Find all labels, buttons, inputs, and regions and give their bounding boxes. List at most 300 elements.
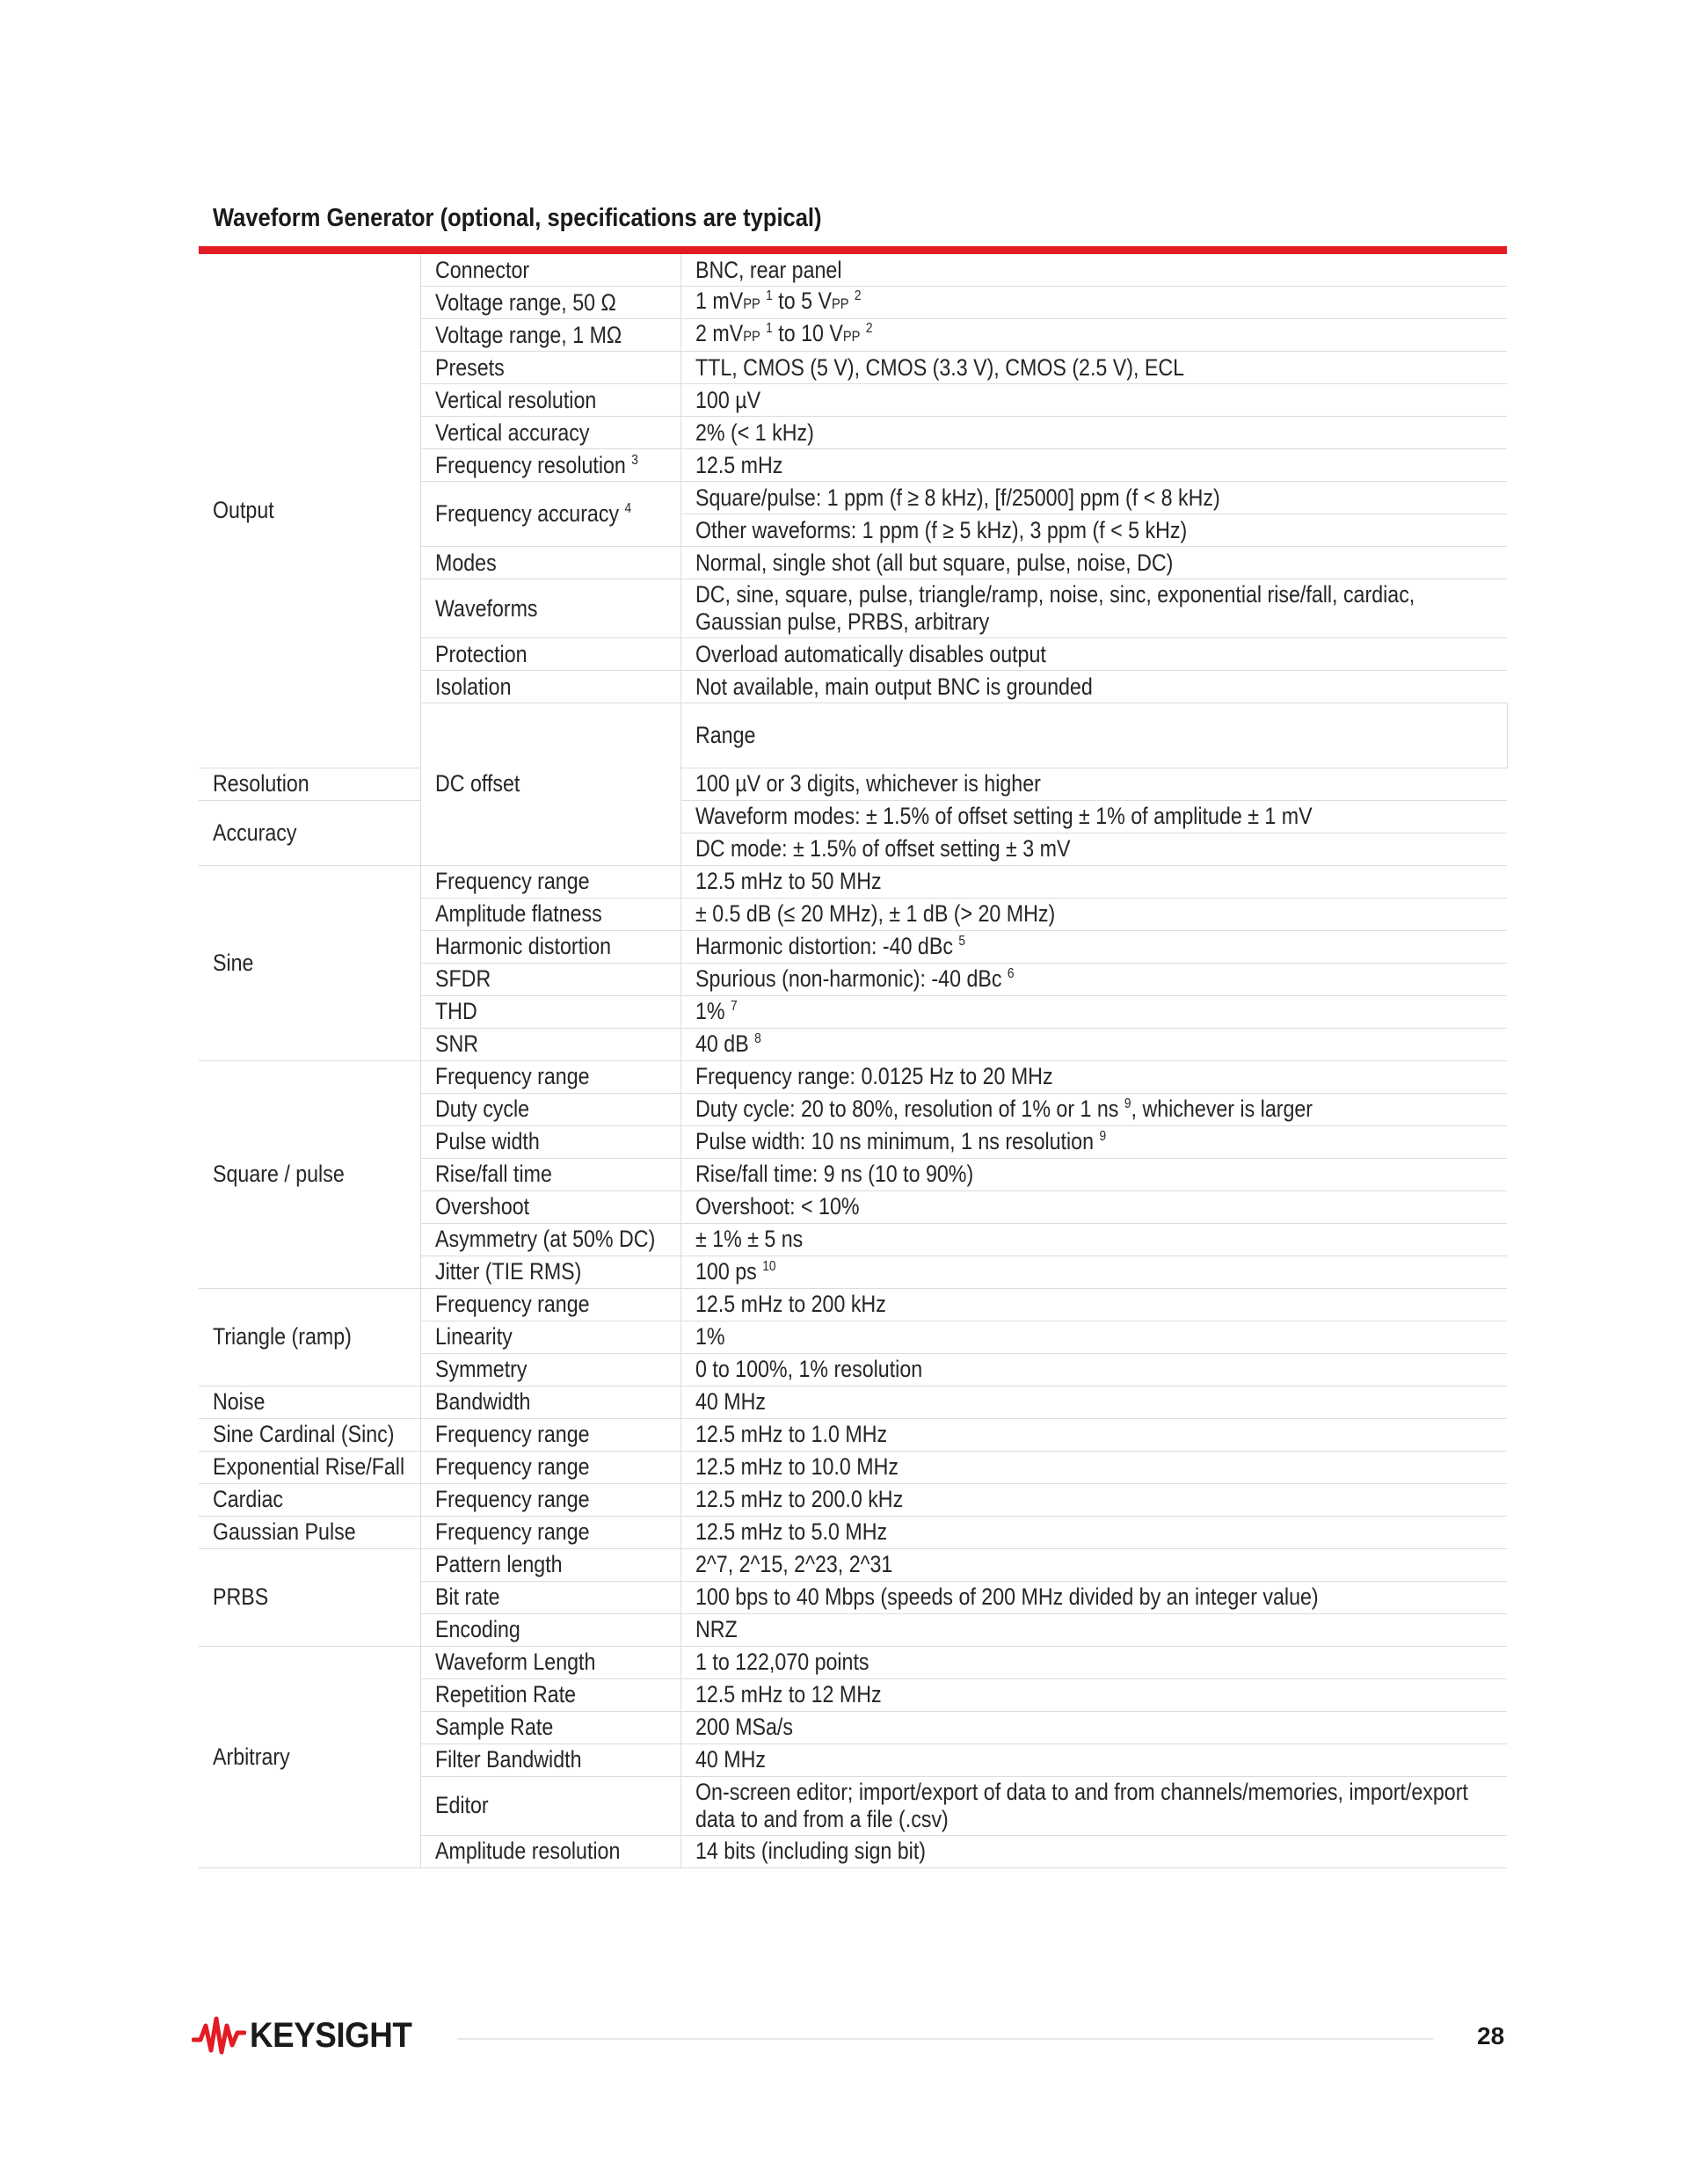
param-label	[695, 722, 755, 749]
footnote-ref: 2	[854, 288, 862, 303]
param-text: Bandwidth	[434, 1388, 530, 1415]
value-text	[695, 835, 1070, 863]
param-cell	[420, 930, 680, 963]
param-label	[435, 1746, 581, 1773]
keysight-logo	[192, 2013, 426, 2057]
param-text: Frequency range	[434, 1518, 590, 1545]
value-part: ± 0.5 dB (≤ 20 MHz), ± 1 dB (> 20 MHz)	[695, 900, 1055, 927]
param-label	[435, 257, 529, 284]
param-label	[435, 322, 622, 349]
value-cell	[680, 254, 1507, 287]
param-cell	[420, 1158, 680, 1190]
group-cell	[199, 1548, 420, 1646]
value-cell	[680, 1223, 1507, 1256]
param-label	[435, 868, 590, 895]
value-cell	[680, 865, 1507, 898]
value-part: ± 1% ± 5 ns	[695, 1226, 803, 1252]
keysight-wave-icon	[192, 2013, 246, 2057]
param-label	[435, 1486, 590, 1513]
value-cell	[680, 638, 1507, 671]
value-part: 100 µV	[695, 386, 760, 413]
param-cell	[420, 1516, 680, 1548]
param-text: Bit rate	[434, 1583, 500, 1610]
param-label	[435, 998, 477, 1025]
value-part: 12.5 mHz to 1.0 MHz	[695, 1421, 887, 1447]
param-label	[435, 1518, 590, 1546]
param-text: Vertical resolution	[434, 386, 596, 413]
value-cell	[680, 1711, 1507, 1744]
param-text: Connector	[434, 256, 529, 283]
value-part: Not available, main output BNC is grounded	[695, 673, 1093, 700]
param-cell	[420, 1256, 680, 1288]
value-part: 40 MHz	[695, 1388, 766, 1415]
value-text	[695, 1388, 766, 1416]
param-label	[435, 1291, 590, 1318]
group-label: DC offset	[434, 770, 520, 797]
footnote-ref: 3	[630, 452, 638, 468]
param-label	[435, 933, 611, 960]
value-text	[695, 1096, 1313, 1123]
param-label	[435, 354, 505, 382]
param-cell	[420, 1223, 680, 1256]
value-cell	[680, 449, 1507, 482]
table-row	[199, 1483, 1507, 1516]
value-part: Harmonic distortion: -40 dBc	[695, 933, 953, 959]
group-cell	[199, 1418, 420, 1451]
param-cell	[420, 1028, 680, 1060]
value-part: 12.5 mHz to 50 MHz	[695, 868, 882, 894]
value-text	[695, 452, 782, 479]
value-text	[695, 1746, 766, 1773]
param-cell	[420, 1093, 680, 1125]
value-cell	[680, 1451, 1507, 1483]
param-label	[435, 452, 638, 479]
group-cell	[199, 1483, 420, 1516]
value-cell	[680, 800, 1507, 833]
param-label	[435, 1616, 520, 1643]
value-text	[695, 517, 1187, 544]
param-text: Frequency range	[434, 1486, 590, 1512]
value-part: 12.5 mHz to 200 kHz	[695, 1291, 886, 1317]
group-cell	[199, 254, 420, 768]
param-cell	[420, 671, 680, 703]
value-part: Rise/fall time: 9 ns (10 to 90%)	[695, 1161, 973, 1187]
value-cell	[680, 1060, 1507, 1093]
group-label: Sine	[213, 949, 254, 976]
value-part: 2^7, 2^15, 2^23, 2^31	[695, 1551, 892, 1577]
param-text: Frequency range	[434, 1453, 590, 1480]
value-cell	[680, 1646, 1507, 1678]
unit-subscript: PP	[842, 328, 860, 345]
value-cell	[680, 1125, 1507, 1158]
param-text: Filter Bandwidth	[434, 1746, 581, 1773]
param-label	[435, 1323, 513, 1350]
group-cell	[199, 1646, 420, 1867]
value-part: 40 dB	[695, 1030, 749, 1057]
table-row	[199, 800, 1507, 833]
param-cell	[420, 1678, 680, 1711]
value-text	[695, 1518, 887, 1546]
param-text: Range	[695, 721, 755, 748]
param-cell	[420, 1483, 680, 1516]
page-number: 28	[1477, 2022, 1505, 2049]
param-cell	[420, 1190, 680, 1223]
value-cell	[680, 384, 1507, 417]
value-part: 12.5 mHz to 10.0 MHz	[695, 1453, 899, 1480]
value-part: 100 bps to 40 Mbps (speeds of 200 MHz divided by an integer value)	[695, 1583, 1319, 1610]
group-cell	[199, 1386, 420, 1418]
value-text	[695, 933, 965, 960]
param-label	[435, 1681, 576, 1708]
param-label	[435, 289, 616, 317]
param-cell	[420, 1646, 680, 1678]
value-cell	[680, 1776, 1507, 1835]
footnote-ref: 4	[624, 501, 631, 516]
param-cell	[420, 995, 680, 1028]
value-cell	[680, 1744, 1507, 1776]
value-text	[695, 320, 873, 350]
value-part: Square/pulse: 1 ppm (f ≥ 8 kHz), [f/25000] ppm (f < 8 kHz)	[695, 484, 1220, 511]
value-cell	[680, 1678, 1507, 1711]
group-cell	[199, 1451, 420, 1483]
table-row	[199, 1516, 1507, 1548]
param-cell	[420, 417, 680, 449]
param-cell	[420, 1451, 680, 1483]
logo-wordmark: KEYSIGHT	[250, 2015, 412, 2055]
value-part: 12.5 mHz to 5.0 MHz	[695, 1518, 887, 1545]
value-part: Overload automatically disables output	[695, 640, 1046, 667]
value-text	[695, 1486, 903, 1513]
value-text	[695, 419, 814, 447]
param-cell	[680, 703, 1507, 768]
param-text: Duty cycle	[434, 1096, 529, 1122]
param-cell	[420, 1386, 680, 1418]
value-part: 100 ps	[695, 1258, 757, 1285]
value-text	[695, 354, 1184, 382]
value-line: Gaussian pulse, PRBS, arbitrary	[695, 608, 989, 635]
footnote-ref: 1	[765, 321, 773, 336]
value-cell	[680, 1516, 1507, 1548]
param-cell	[420, 1288, 680, 1321]
param-label	[435, 1258, 581, 1285]
value-part: BNC, rear panel	[695, 256, 841, 283]
param-text: Waveforms	[434, 594, 538, 622]
param-text: Pulse width	[434, 1128, 540, 1154]
value-part: NRZ	[695, 1616, 738, 1642]
param-cell	[420, 1353, 680, 1386]
value-text	[695, 803, 1313, 830]
param-text: Sample Rate	[434, 1714, 553, 1740]
value-cell	[680, 1353, 1507, 1386]
value-part: 12.5 mHz to 12 MHz	[695, 1681, 882, 1707]
unit-subscript: PP	[831, 295, 848, 312]
param-label	[213, 770, 309, 797]
footnote-ref: 1	[765, 288, 773, 303]
param-label	[435, 1128, 540, 1155]
param-text: SNR	[434, 1030, 478, 1057]
param-text: SFDR	[434, 965, 491, 992]
param-label	[435, 900, 602, 928]
value-part: 0 to 100%, 1% resolution	[695, 1356, 922, 1382]
param-label	[435, 1161, 552, 1188]
param-cell	[420, 898, 680, 930]
group-label: Arbitrary	[213, 1743, 290, 1770]
value-text	[695, 1583, 1319, 1611]
value-text	[695, 288, 862, 317]
value-part: 2% (< 1 kHz)	[695, 419, 814, 446]
param-text: Accuracy	[213, 819, 297, 846]
value-text	[695, 1128, 1106, 1155]
group-cell	[420, 703, 680, 866]
value-part: Normal, single shot (all but square, pulse, noise, DC)	[695, 549, 1173, 576]
param-text: Amplitude resolution	[434, 1838, 620, 1864]
value-cell	[680, 579, 1507, 638]
value-text	[695, 1616, 738, 1643]
value-part: 1%	[695, 998, 725, 1024]
value-part: 1 to 122,070 points	[695, 1649, 869, 1675]
value-line: data to and from a file (.csv)	[695, 1805, 949, 1832]
value-text	[695, 1193, 860, 1220]
table-row	[199, 1451, 1507, 1483]
value-text	[695, 1779, 1468, 1833]
table-row	[199, 768, 1507, 800]
param-text: Isolation	[434, 673, 511, 700]
value-text	[695, 1714, 793, 1741]
param-label	[435, 500, 631, 528]
param-text: Encoding	[434, 1616, 520, 1642]
value-text	[695, 1681, 882, 1708]
unit-subscript: PP	[742, 295, 760, 312]
param-label	[435, 1583, 500, 1611]
param-cell	[420, 1776, 680, 1835]
group-label: Cardiac	[213, 1486, 284, 1512]
value-cell	[680, 1288, 1507, 1321]
param-text: Linearity	[434, 1323, 513, 1350]
value-cell	[680, 1418, 1507, 1451]
value-cell	[680, 1581, 1507, 1613]
value-cell	[680, 898, 1507, 930]
footnote-ref: 9	[1124, 1096, 1131, 1111]
param-label	[435, 1421, 590, 1448]
value-cell	[680, 1256, 1507, 1288]
value-part: TTL, CMOS (5 V), CMOS (3.3 V), CMOS (2.5 V), ECL	[695, 353, 1184, 381]
value-cell	[680, 833, 1507, 865]
value-text	[695, 257, 841, 284]
value-text	[695, 998, 738, 1025]
param-label	[435, 1193, 529, 1220]
value-part: 100 µV or 3 digits, whichever is higher	[695, 770, 1041, 797]
footnote-ref: 5	[957, 934, 965, 949]
param-label	[435, 1030, 478, 1058]
param-cell	[420, 1744, 680, 1776]
table-row	[199, 1386, 1507, 1418]
value-text	[695, 1291, 886, 1318]
param-text: THD	[434, 998, 477, 1024]
value-part: to 10 V	[772, 320, 843, 346]
value-part: 1 mV	[695, 288, 743, 314]
value-text	[695, 1226, 803, 1253]
param-cell	[420, 963, 680, 995]
table-row	[199, 1060, 1507, 1093]
param-text: Resolution	[213, 770, 309, 797]
value-line: On-screen editor; import/export of data to and from channels/memories, import/export	[695, 1778, 1468, 1805]
group-label: Triangle (ramp)	[213, 1323, 352, 1350]
value-text	[695, 1030, 761, 1058]
value-text	[695, 1649, 869, 1676]
param-cell	[420, 1711, 680, 1744]
value-cell	[680, 671, 1507, 703]
value-part: 200 MSa/s	[695, 1714, 793, 1740]
param-label	[435, 595, 538, 622]
value-cell	[680, 1548, 1507, 1581]
value-text	[695, 1453, 899, 1481]
param-cell	[420, 1321, 680, 1353]
value-text	[695, 1838, 926, 1865]
group-cell	[199, 865, 420, 1060]
param-text: Frequency range	[434, 1291, 590, 1317]
value-cell	[680, 482, 1507, 514]
table-row	[199, 865, 1507, 898]
param-cell	[420, 1835, 680, 1867]
group-label: Square / pulse	[213, 1161, 345, 1187]
value-text	[695, 1323, 725, 1350]
param-label	[435, 1714, 553, 1741]
value-cell	[680, 1835, 1507, 1867]
param-label	[435, 965, 491, 993]
param-label	[435, 1388, 530, 1416]
group-cell	[199, 1288, 420, 1386]
param-label	[435, 641, 528, 668]
param-label	[435, 1792, 489, 1819]
footnote-ref: 7	[730, 999, 738, 1014]
value-cell	[680, 768, 1507, 800]
value-cell	[680, 1158, 1507, 1190]
value-part: Overshoot: < 10%	[695, 1193, 860, 1219]
value-part: Waveform modes: ± 1.5% of offset setting ± 1% of amplitude ± 1 mV	[695, 803, 1313, 829]
group-label: Output	[213, 497, 274, 524]
param-text: Waveform Length	[434, 1649, 595, 1675]
value-text	[695, 1356, 922, 1383]
param-cell	[420, 352, 680, 384]
param-cell	[420, 449, 680, 482]
value-text	[695, 1063, 1053, 1090]
param-text: Asymmetry (at 50% DC)	[434, 1226, 655, 1252]
param-text: Symmetry	[434, 1356, 527, 1382]
value-part: 2 mV	[695, 320, 743, 346]
value-text	[695, 1258, 775, 1285]
group-label: Gaussian Pulse	[213, 1518, 356, 1545]
footnote-ref: 2	[865, 321, 873, 336]
param-label	[213, 819, 297, 847]
param-text: Frequency range	[434, 1063, 590, 1089]
value-part: 1%	[695, 1323, 725, 1350]
group-label: Sine Cardinal (Sinc)	[213, 1421, 395, 1447]
param-text: Amplitude flatness	[434, 900, 602, 927]
unit-subscript: PP	[742, 328, 760, 345]
value-text	[695, 387, 760, 414]
param-cell	[420, 287, 680, 319]
param-text: Frequency range	[434, 868, 590, 894]
value-part: to 5 V	[772, 288, 832, 314]
footer-divider	[457, 2038, 1433, 2040]
param-text: Pattern length	[434, 1551, 563, 1577]
value-part: 12.5 mHz	[695, 451, 782, 478]
table-row	[199, 1548, 1507, 1581]
param-label	[435, 387, 596, 414]
param-text: Vertical accuracy	[434, 419, 590, 446]
value-part: 14 bits (including sign bit)	[695, 1838, 926, 1864]
value-part: Spurious (non-harmonic): -40 dBc	[695, 965, 1001, 992]
param-cell	[199, 800, 420, 865]
value-cell	[680, 514, 1507, 547]
group-label: PRBS	[213, 1583, 269, 1610]
param-cell	[420, 1581, 680, 1613]
param-text: Overshoot	[434, 1193, 529, 1219]
group-cell	[199, 1516, 420, 1548]
table-row	[199, 1646, 1507, 1678]
param-label	[435, 1063, 590, 1090]
section-title: Waveform Generator (optional, specifications are typical)	[213, 204, 822, 232]
value-cell	[680, 547, 1507, 579]
param-cell	[420, 1418, 680, 1451]
value-cell	[680, 963, 1507, 995]
param-cell	[420, 1548, 680, 1581]
footnote-ref: 9	[1098, 1129, 1106, 1144]
table-row	[199, 1288, 1507, 1321]
param-text: Repetition Rate	[434, 1681, 576, 1707]
value-text	[695, 770, 1041, 797]
group-label: Exponential Rise/Fall	[213, 1453, 405, 1480]
value-cell	[680, 319, 1507, 352]
value-part: DC mode: ± 1.5% of offset setting ± 3 mV	[695, 835, 1070, 862]
value-text	[695, 1421, 887, 1448]
value-text	[695, 581, 1415, 636]
value-cell	[680, 1321, 1507, 1353]
value-cell	[680, 1190, 1507, 1223]
param-text: Rise/fall time	[434, 1161, 552, 1187]
value-cell	[680, 1483, 1507, 1516]
value-part: Frequency range: 0.0125 Hz to 20 MHz	[695, 1063, 1053, 1089]
param-text: Frequency accuracy	[434, 500, 619, 527]
value-cell	[680, 417, 1507, 449]
value-text	[695, 965, 1015, 993]
value-part: Other waveforms: 1 ppm (f ≥ 5 kHz), 3 ppm (f < 5 kHz)	[695, 516, 1187, 543]
param-text: Protection	[434, 640, 528, 667]
value-text	[695, 673, 1093, 701]
param-text: Frequency resolution	[434, 451, 626, 478]
value-cell	[680, 930, 1507, 963]
value-part: Pulse width: 10 ns minimum, 1 ns resolution	[695, 1128, 1094, 1154]
title-accent-bar	[199, 246, 1507, 254]
footnote-ref: 8	[753, 1031, 761, 1046]
param-text: Modes	[434, 549, 497, 576]
value-line: DC, sine, square, pulse, triangle/ramp, noise, sinc, exponential rise/fall, cardiac,	[695, 581, 1415, 608]
param-cell	[420, 865, 680, 898]
param-cell	[420, 384, 680, 417]
spec-table	[199, 254, 1507, 1868]
param-cell	[420, 1613, 680, 1646]
value-part: 12.5 mHz to 200.0 kHz	[695, 1486, 903, 1512]
param-cell	[420, 1060, 680, 1093]
param-label	[435, 1649, 595, 1676]
param-label	[435, 550, 497, 577]
param-label	[435, 1356, 527, 1383]
value-text	[695, 900, 1055, 928]
value-cell	[680, 1386, 1507, 1418]
table-row	[199, 254, 1507, 287]
table-row	[199, 1418, 1507, 1451]
param-label	[435, 1838, 620, 1865]
